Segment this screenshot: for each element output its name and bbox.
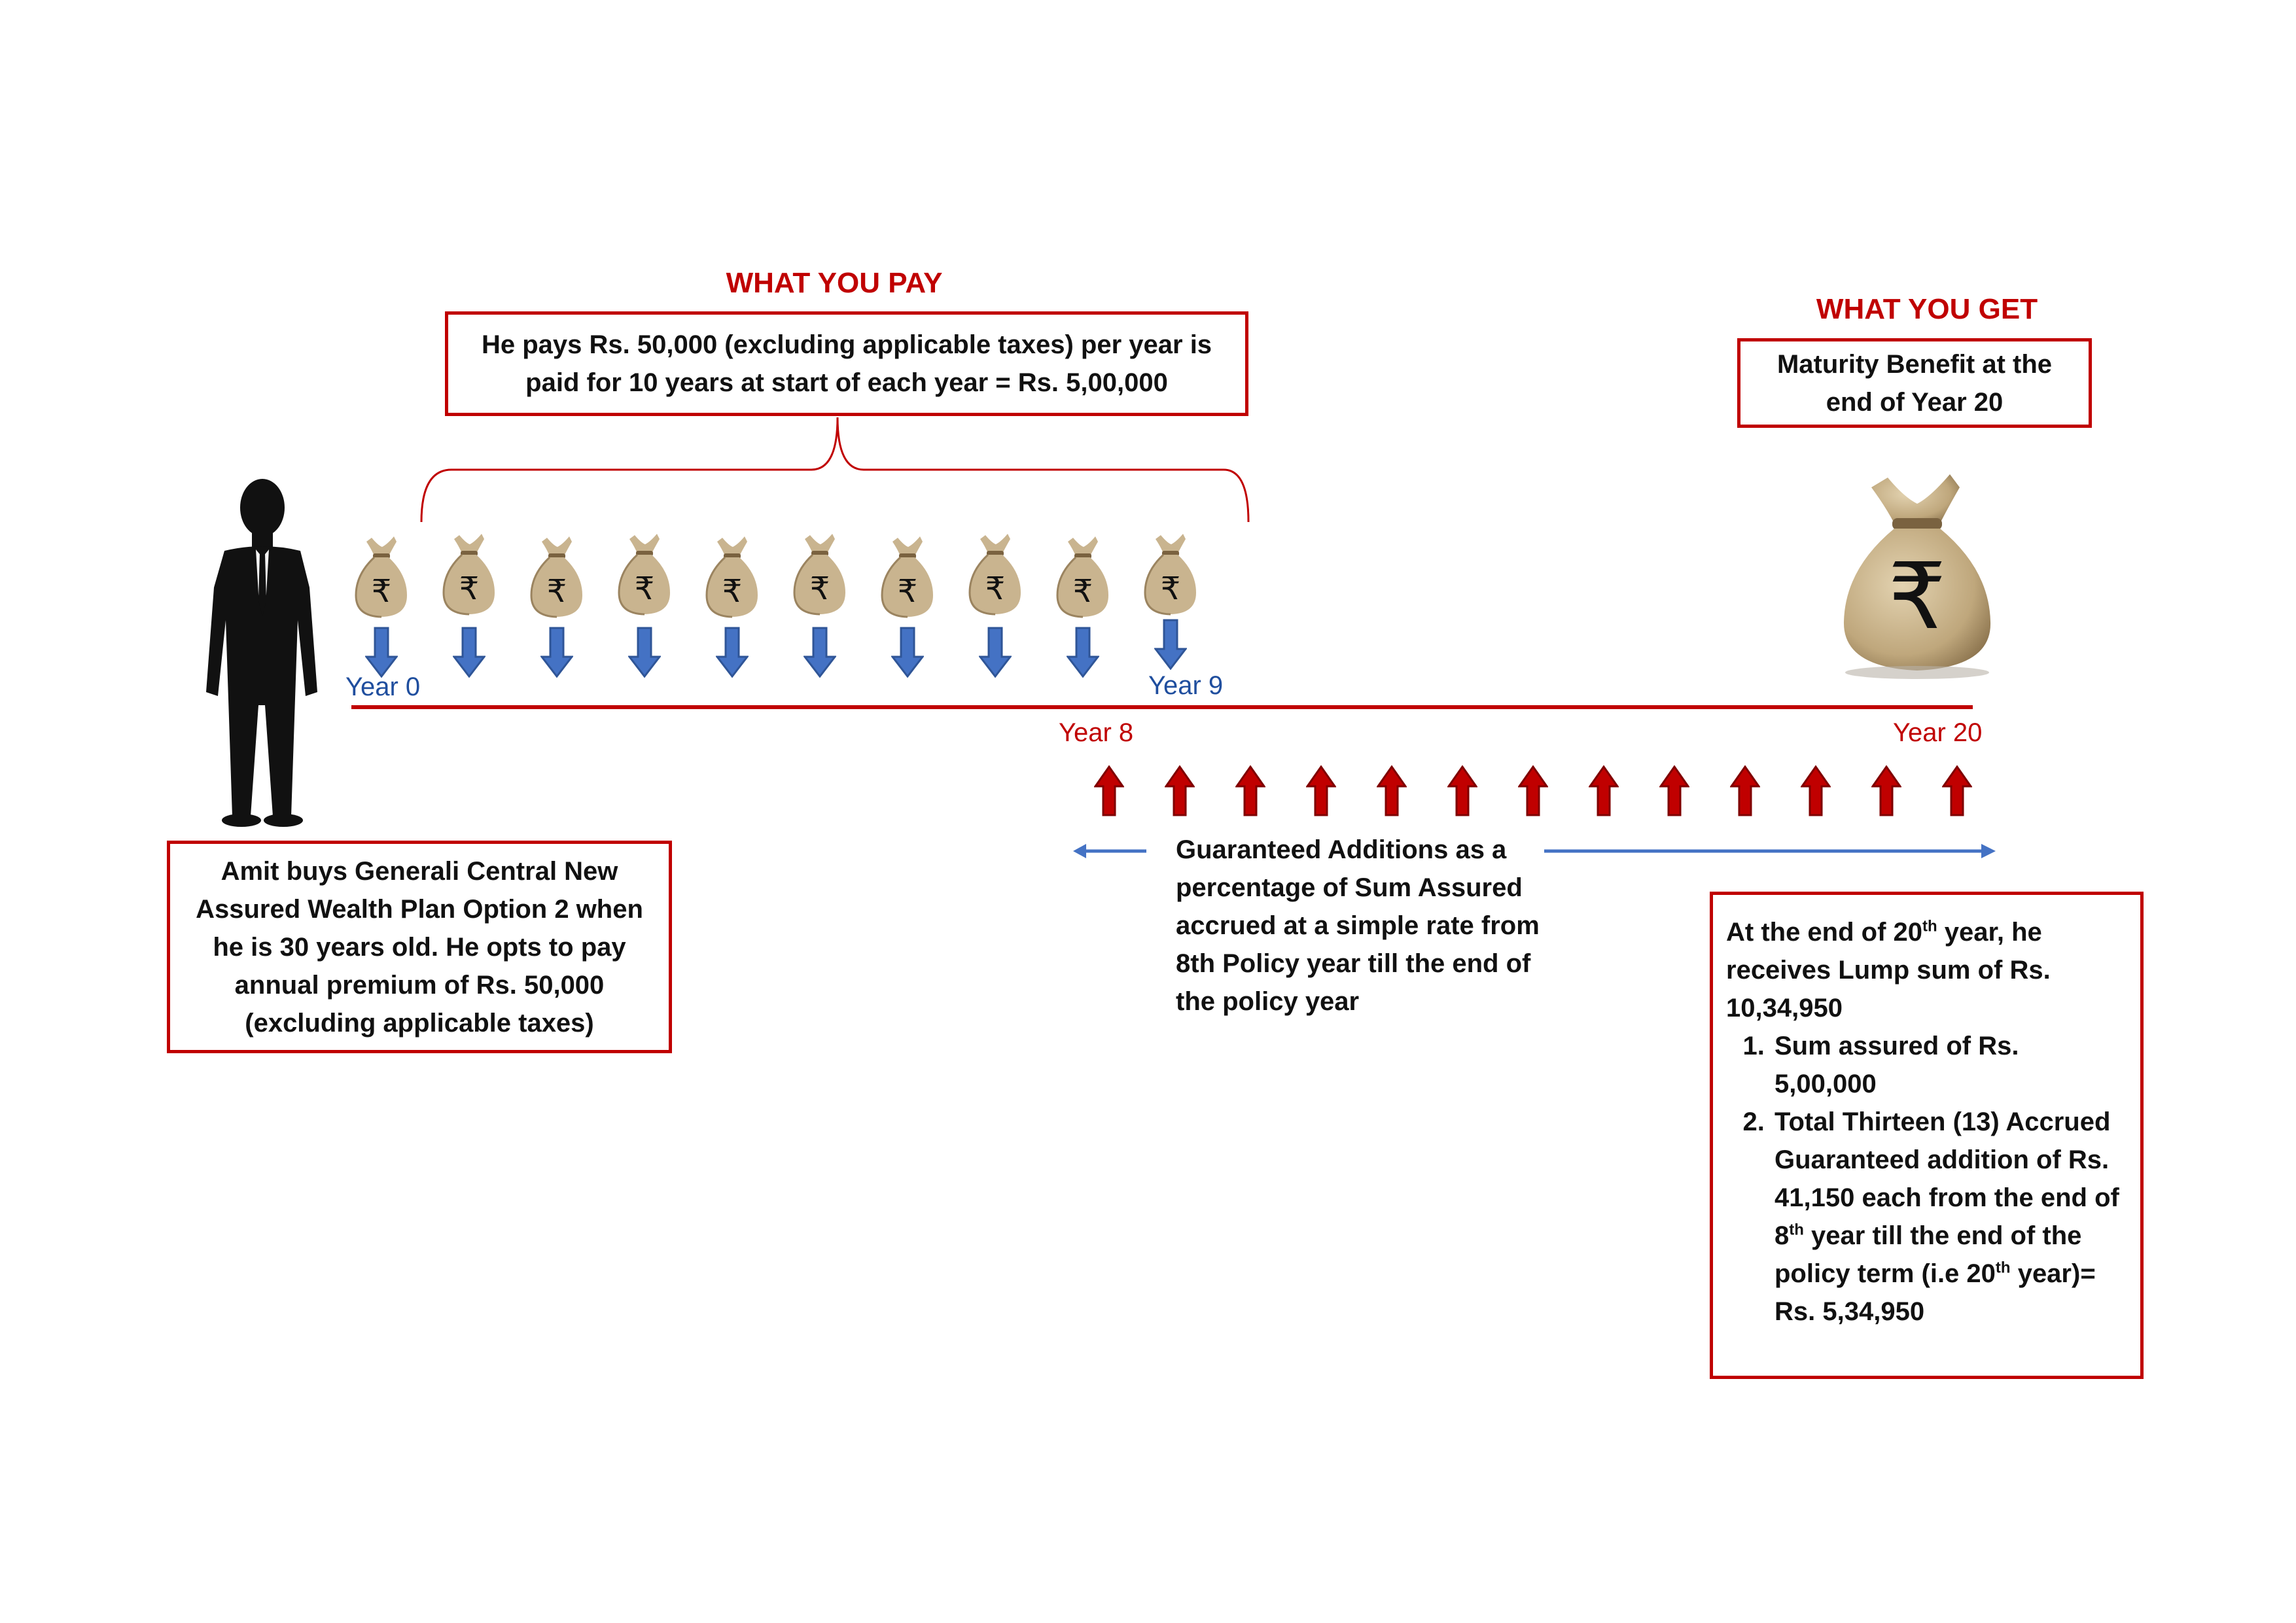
person-silhouette [193, 476, 330, 829]
payment-down-arrow-icon [1154, 619, 1187, 670]
premium-payment-box [445, 311, 1248, 416]
svg-text:₹: ₹ [722, 573, 743, 610]
list-item: 1. Sum assured of Rs. 5,00,000 [1772, 1027, 2127, 1103]
payment-down-arrow-icon [716, 627, 749, 678]
payment-down-arrow-icon [365, 627, 398, 678]
guaranteed-addition-up-arrow-icon [1801, 765, 1831, 816]
guaranteed-addition-up-arrow-icon [1659, 765, 1689, 816]
timeline-line [351, 705, 1973, 709]
payment-down-arrow-icon [628, 627, 661, 678]
money-bag-icon [527, 535, 586, 620]
payment-period-brace [412, 411, 1256, 529]
span-right-arrow [1544, 841, 1996, 861]
guaranteed-addition-up-arrow-icon [1730, 765, 1760, 816]
svg-text:₹: ₹ [1072, 573, 1093, 610]
guaranteed-addition-up-arrow-icon [1589, 765, 1619, 816]
money-bag-icon [615, 532, 674, 618]
span-left-arrow [1073, 841, 1152, 861]
big-rupee-glyph: ₹ [1888, 544, 1947, 650]
maturity-benefit-box [1737, 338, 2092, 428]
guaranteed-additions-text: Guaranteed Additions as a percentage of Sum Assured accrued at a simple rate from 8th Policy year till the end of the policy year [1176, 835, 1540, 1016]
year-20-label: Year 20 [1893, 718, 1983, 747]
svg-text:₹: ₹ [371, 573, 392, 610]
guaranteed-addition-up-arrow-icon [1094, 765, 1124, 816]
year-0-label: Year 0 [345, 672, 421, 701]
svg-text:₹: ₹ [809, 570, 830, 607]
svg-text:₹: ₹ [459, 570, 480, 607]
year-9-label: Year 9 [1148, 671, 1224, 700]
payment-down-arrow-icon [540, 627, 573, 678]
guaranteed-addition-up-arrow-icon [1942, 765, 1972, 816]
svg-text:₹: ₹ [634, 570, 655, 607]
money-bag-icon [1053, 535, 1112, 620]
payment-down-arrow-icon [891, 627, 924, 678]
guaranteed-addition-up-arrow-icon [1518, 765, 1548, 816]
svg-text:₹: ₹ [1160, 570, 1181, 607]
payment-down-arrow-icon [1067, 627, 1099, 678]
guaranteed-addition-up-arrow-icon [1165, 765, 1195, 816]
guaranteed-addition-up-arrow-icon [1235, 765, 1265, 816]
money-bag-icon [352, 535, 411, 620]
maturity-benefit-text: Maturity Benefit at the end of Year 20 [1776, 349, 2053, 417]
premium-payment-text: He pays Rs. 50,000 (excluding applicable taxes) per year is paid for 10 years at start of each year = Rs. 5,00,000 [481, 330, 1212, 397]
money-bag-icon [966, 532, 1025, 618]
policy-holder-box [167, 841, 672, 1053]
lump-sum-box [1710, 892, 2144, 1379]
lump-sum-breakdown-list [1726, 1027, 2127, 1331]
list-item: 2. Total Thirteen (13) Accrued Guaranteed addition of Rs. 41,150 each from the end of 8th year till the end of the policy term (i.e 20th year)= Rs. 5,34,950 [1772, 1103, 2127, 1331]
policy-holder-text: Amit buys Generali Central New Assured Wealth Plan Option 2 when he is 30 years old. He opts to pay annual premium of Rs. 50,000 (excluding applicable taxes) [196, 856, 643, 1038]
svg-text:₹: ₹ [985, 570, 1006, 607]
what-you-get-heading: WHAT YOU GET [1816, 293, 2038, 325]
guaranteed-addition-up-arrow-icon [1871, 765, 1901, 816]
money-bag-icon [703, 535, 762, 620]
year-8-label: Year 8 [1059, 718, 1134, 747]
payment-down-arrow-icon [453, 627, 486, 678]
payment-down-arrow-icon [979, 627, 1012, 678]
svg-text:₹: ₹ [897, 573, 918, 610]
payment-down-arrow-icon [804, 627, 836, 678]
money-bag-icon [1141, 532, 1200, 618]
svg-text:₹: ₹ [546, 573, 567, 610]
lump-sum-intro: At the end of 20th year, he receives Lump sum of Rs. 10,34,950 [1726, 917, 2051, 1022]
guaranteed-addition-up-arrow-icon [1377, 765, 1407, 816]
money-bag-icon [790, 532, 849, 618]
maturity-money-bag-icon [1832, 471, 2002, 680]
guaranteed-addition-up-arrow-icon [1306, 765, 1336, 816]
money-bag-icon [440, 532, 499, 618]
what-you-pay-heading: WHAT YOU PAY [726, 267, 943, 299]
guaranteed-addition-up-arrow-icon [1447, 765, 1477, 816]
money-bag-icon [878, 535, 937, 620]
